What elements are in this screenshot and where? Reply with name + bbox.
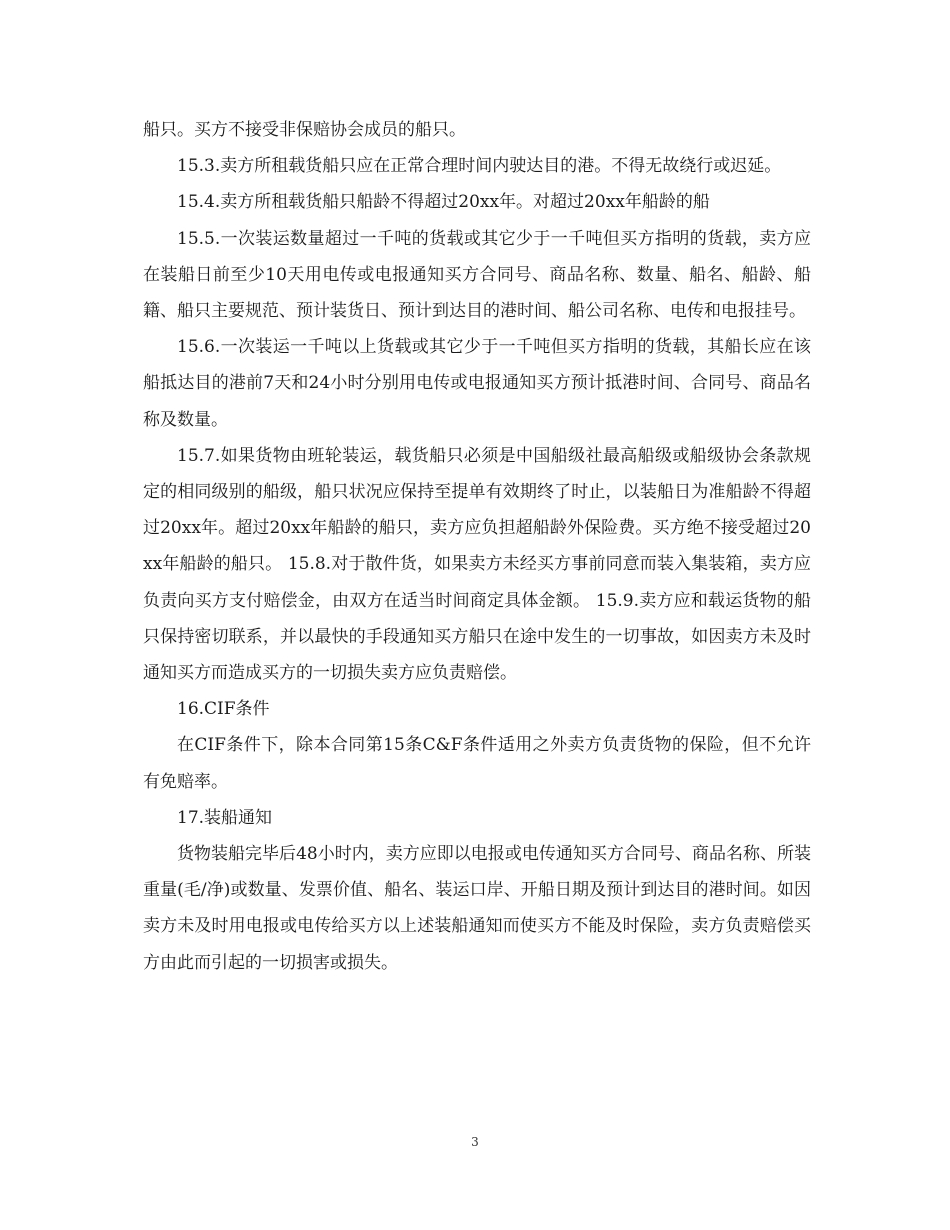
clause-15-3: 15.3.卖方所租载货船只应在正常合理时间内驶达目的港。不得无故绕行或迟延。	[177, 156, 782, 177]
section-heading-16: 16.CIF条件	[177, 699, 270, 720]
clause-16-body: 在CIF条件下，除本合同第15条C&F条件适用之外卖方负责货物的保险，但不允许有免赔率。	[143, 735, 811, 792]
clause-15-6: 15.6.一次装运一千吨以上货载或其它少于一千吨但买方指明的货载，其船长应在该船抵达目的港前7天和24小时分别用电传或电报通知买方预计抵港时间、合同号、商品名称及数量。	[143, 337, 811, 430]
page-number: 3	[471, 1135, 479, 1149]
clause-15-4: 15.4.卖方所租载货船只船龄不得超过20xx年。对超过20xx年船龄的船	[177, 192, 710, 213]
section-heading-17: 17.装船通知	[177, 807, 273, 828]
clause-15-5: 15.5.一次装运数量超过一千吨的货载或其它少于一千吨但买方指明的货载，卖方应在装船日前至少10天用电传或电报通知买方合同号、商品名称、数量、船名、船龄、船籍、船只主要规范、预计装货日、预计到达目的港时间、船公司名称、电传和电报挂号。	[143, 228, 811, 322]
document-body	[143, 112, 811, 981]
paragraph-continuation: 船只。买方不接受非保赔协会成员的船只。	[143, 120, 466, 140]
clause-15-7: 15.7.如果货物由班轮装运，载货船只必须是中国船级社最高船级或船级协会条款规定的相同级别的船级，船只状况应保持至提单有效期终了时止，以装船日为准船龄不得超过20xx年。超过20xx年船龄的船只，卖方应负担超船龄外保险费。买方绝不接受超过20xx年船龄的船只。 15.8.对于散件货，如果卖方未经买方事前同意而装入集装箱，卖方应负责向买方支付赔偿金，由双方在适当时间商定具体金额。 15.9.卖方应和载运货物的船只保持密切联系，并以最快的手段通知买方船只在途中发生的一切事故，如因卖方未及时通知买方而造成买方的一切损失卖方应负责赔偿。	[143, 445, 811, 684]
clause-17-body: 货物装船完毕后48小时内，卖方应即以电报或电传通知买方合同号、商品名称、所装重量(毛/净)或数量、发票价值、船名、装运口岸、开船日期及预计到达目的港时间。如因卖方未及时用电报或电传给买方以上述装船通知而使买方不能及时保险，卖方负责赔偿买方由此而引起的一切损害或损失。	[143, 844, 811, 973]
